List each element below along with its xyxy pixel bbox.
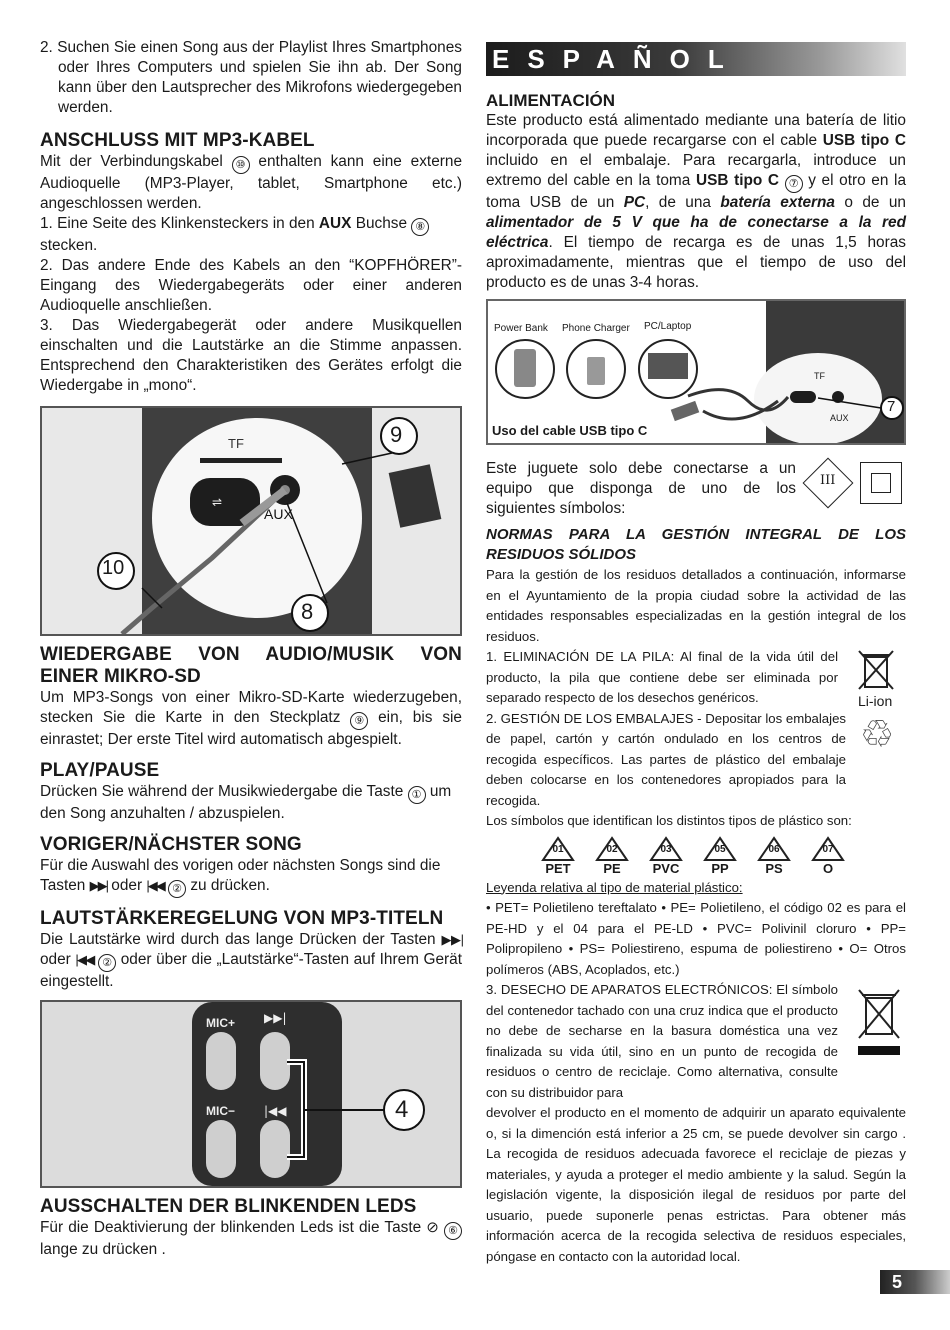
recycle-triangle-icon: 06 bbox=[757, 836, 791, 862]
double-insulation-icon bbox=[860, 462, 902, 504]
prevnext-paragraph: Für die Auswahl des vorigen oder nächsten Songs sind die Tasten ▶▶| oder |◀◀ ② zu drücken. bbox=[40, 856, 462, 898]
play-heading: PLAY/PAUSE bbox=[40, 760, 160, 781]
normas-intro: Para la gestión de los residuos detallados a continuación, informarse en el Ayuntamiento de la propia ciudad sobre la actividad de las entidades responsables especializadas en la gestión integral de los residuos. bbox=[486, 567, 906, 644]
power-bank-label: Power Bank bbox=[494, 323, 548, 334]
usb-caption: Uso del cable USB tipo C bbox=[492, 423, 648, 438]
recycle-triangle-icon: 05 bbox=[703, 836, 737, 862]
battery-paragraph: 1. ELIMINACIÓN DE LA PILA: Al final de la vida útil del producto, la pila que contiene debe ser eliminada por separado respecto de los desechos genéricos. bbox=[486, 649, 838, 705]
callout-9: 9 bbox=[390, 422, 403, 447]
svg-text:|◀◀: |◀◀ bbox=[264, 1104, 287, 1118]
callout-7: 7 bbox=[887, 398, 896, 415]
legend-title: Leyenda relativa al tipo de material plástico: bbox=[486, 879, 743, 895]
microsd-heading: WIEDERGABE VON AUDIO/MUSIK VON EINER MIKRO-SD bbox=[40, 644, 462, 687]
volume-paragraph: Die Lautstärke wird durch das lange Drücken der Tasten ▶▶| oder |◀◀ ② oder über die „Lautstärke“-Tasten auf Ihrem Gerät eingestellt. bbox=[40, 931, 463, 990]
battery-block bbox=[486, 647, 906, 709]
volume-heading: LAUTSTÄRKEREGELUNG VON MP3-TITELN bbox=[40, 908, 444, 929]
packaging-paragraph: 2. GESTIÓN DE LOS EMBALAJES - Depositar los embalajes de papel, cartón y cartón ondulado en los centros de recogida específicos. Las partes de plástico del embalaje deben colocarse en los contenedores apropiados para la recogida. bbox=[486, 710, 846, 808]
plastic-symbols bbox=[538, 836, 906, 876]
aux-label: AUX bbox=[830, 413, 849, 423]
plastic-symbol: 01 PET bbox=[538, 836, 578, 876]
aux-label: AUX bbox=[264, 506, 293, 522]
alimentacion-heading: ALIMENTACIÓN bbox=[486, 91, 616, 110]
leds-paragraph: Für die Deaktivierung der blinkenden Leds ist die Taste ⊘ ⑥ lange zu drücken . bbox=[40, 1218, 462, 1260]
right-column bbox=[486, 42, 906, 1267]
left-column bbox=[40, 38, 462, 1260]
plastic-symbol: 06 PS bbox=[754, 836, 794, 876]
svg-text:⇌: ⇌ bbox=[212, 495, 223, 509]
mp3-step-1: 1. Eine Seite des Klinkensteckers in den AUX Buchse ⑧ stecken. bbox=[40, 214, 462, 256]
recycle-triangle-icon: 02 bbox=[595, 836, 629, 862]
mp3-step-2: 2. Das andere Ende des Kabels an den “KOPFHÖRER”-Eingang des Wiedergabegeräts oder einer anderen Audioquelle anschließen. bbox=[40, 257, 462, 314]
toy-text: Este juguete solo debe conectarse a un equipo que disponga de uno de los siguientes símbolos: bbox=[486, 460, 796, 517]
next-track-icon: ▶▶| bbox=[441, 932, 462, 947]
mp3-step-3: 3. Das Wiedergabegerät oder andere Musikquellen einschalten und die Lautstärke an die Stimme anpassen. Entsprechend den Charakteristiken des Gerätes erfolgt die Wiedergabe in „mono“. bbox=[40, 317, 462, 394]
intro-step-2: 2. Suchen Sie einen Song aus der Playlist Ihres Smartphones oder Ihres Computers und spielen Sie ihn ab. Der Song kann über den Lautsprecher des Mikrofons wiedergegeben werden. bbox=[40, 39, 462, 116]
recycle-triangle-icon: 07 bbox=[811, 836, 845, 862]
weee-block bbox=[486, 980, 906, 1103]
prev-track-icon: |◀◀ bbox=[75, 952, 94, 967]
usb-figure bbox=[486, 299, 906, 445]
toy-symbols-block bbox=[486, 459, 906, 525]
play-paragraph: Drücken Sie während der Musikwiedergabe die Taste ① um den Song anzuhalten / abzuspielen. bbox=[40, 783, 452, 822]
legend-text: • PET= Polietileno tereftalato • PE= Polietileno, el código 02 es para el PE-HD y el 04 para el PE-LD • PVC= Polivinil cloruro • PP= Polipropileno • PS= Poliestireno, espuma de poliestireno • O= Otros polímeros (ABS, Acoplados, etc.) bbox=[486, 900, 906, 977]
recycle-triangle-icon: 01 bbox=[541, 836, 575, 862]
packaging-block bbox=[486, 709, 906, 812]
class-iii-label: III bbox=[820, 473, 836, 488]
prevnext-heading: VORIGER/NÄCHSTER SONG bbox=[40, 834, 302, 855]
weee-paragraph: 3. DESECHO DE APARATOS ELECTRÓNICOS: El símbolo del contenedor tachado con una cruz indica que el producto no debe de secharse en la basura doméstica una vez finalizada su vida útil, sino en un punto de recogida de residuos o centro de reciclaje. Como alternativa, consulte con su distribuidor para bbox=[486, 982, 838, 1100]
next-track-icon: ▶▶| bbox=[89, 878, 108, 893]
mp3-heading: ANSCHLUSS MIT MP3-KABEL bbox=[40, 130, 315, 151]
aux-port-photo bbox=[40, 406, 462, 636]
phone-charger-label: Phone Charger bbox=[562, 323, 630, 334]
weee-bin-icon bbox=[856, 986, 902, 1063]
alimentacion-paragraph: Este producto está alimentado mediante una batería de litio incorporada que puede recargarse con el cable USB tipo C incluido en el embalaje. Para recargarla, introduce un extremo del cable en la toma USB tipo C ⑦ y el otro en la toma USB de un PC, de una batería externa o de un alimentador de 5 V que ha de conectarse a la red eléctrica. El tiempo de recarga es de unas 1,5 horas aproximadamente, mientras que el tiempo de uso del producto es de unas 3-4 horas. bbox=[486, 112, 907, 291]
language-banner: ESPAÑOL bbox=[486, 42, 906, 76]
plastic-intro: Los símbolos que identifican los distintos tipos de plástico son: bbox=[486, 813, 852, 828]
callout-4: 4 bbox=[395, 1096, 409, 1123]
pc-laptop-label: PC/Laptop bbox=[644, 321, 692, 332]
prev-track-icon: |◀◀ bbox=[146, 878, 164, 893]
recycle-triangle-icon: 03 bbox=[649, 836, 683, 862]
led-off-icon: ⊘ bbox=[426, 1219, 439, 1236]
plastic-symbol: 03 PVC bbox=[646, 836, 686, 876]
plastic-symbol: 07 O bbox=[808, 836, 848, 876]
plastic-symbol: 05 PP bbox=[700, 836, 740, 876]
callout-8: 8 bbox=[301, 599, 314, 624]
mp3-paragraph: Mit der Verbindungskabel ⑩ enthalten kann eine externe Audioquelle (MP3-Player, tablet, Smartphone etc.) angeschlossen werden. bbox=[40, 153, 463, 212]
mic-minus-label: MIC− bbox=[206, 1104, 236, 1118]
tf-label: TF bbox=[814, 371, 825, 381]
recycle-icon: ♲ bbox=[860, 713, 895, 756]
callout-10: 10 bbox=[102, 557, 125, 579]
mic-plus-label: MIC+ bbox=[206, 1016, 236, 1030]
svg-text:▶▶|: ▶▶| bbox=[264, 1011, 287, 1025]
tf-label: TF bbox=[228, 436, 244, 451]
page-number: 5 bbox=[880, 1270, 950, 1294]
buttons-photo bbox=[40, 1000, 462, 1188]
normas-heading: NORMAS PARA LA GESTIÓN INTEGRAL DE LOS RESIDUOS SÓLIDOS bbox=[486, 526, 906, 563]
buttons-illustration bbox=[42, 1002, 460, 1186]
weee-paragraph-cont: devolver el producto en el momento de adquirir un aparato equivalente o, si la dimención está inferior a 25 cm, se puede devolver sin cargo . La recogida de residuos adecuada favorece el reciclaje de piezas y materiales, y ayuda a proteger el medio ambiente y la salud. Según la legislación vigente, la disposición ilegal de residuos por parte del usuario, puede suponerle penas estrictas. Para obtener más información acerca de la recogida selectiva de residuos especiales, póngase en contacto con la autoridad local. bbox=[486, 1105, 906, 1264]
microsd-paragraph: Um MP3-Songs von einer Mikro-SD-Karte wiederzugeben, stecken Sie die Karte in den Steckplatz ⑨ ein, bis sie einrastet; Der erste Titel wird automatisch abgespielt. bbox=[40, 689, 462, 748]
plastic-symbol: 02 PE bbox=[592, 836, 632, 876]
crossed-bin-icon bbox=[856, 647, 896, 696]
li-ion-label: Li-ion bbox=[858, 693, 893, 709]
leds-heading: AUSSCHALTEN DER BLINKENDEN LEDS bbox=[40, 1196, 417, 1217]
